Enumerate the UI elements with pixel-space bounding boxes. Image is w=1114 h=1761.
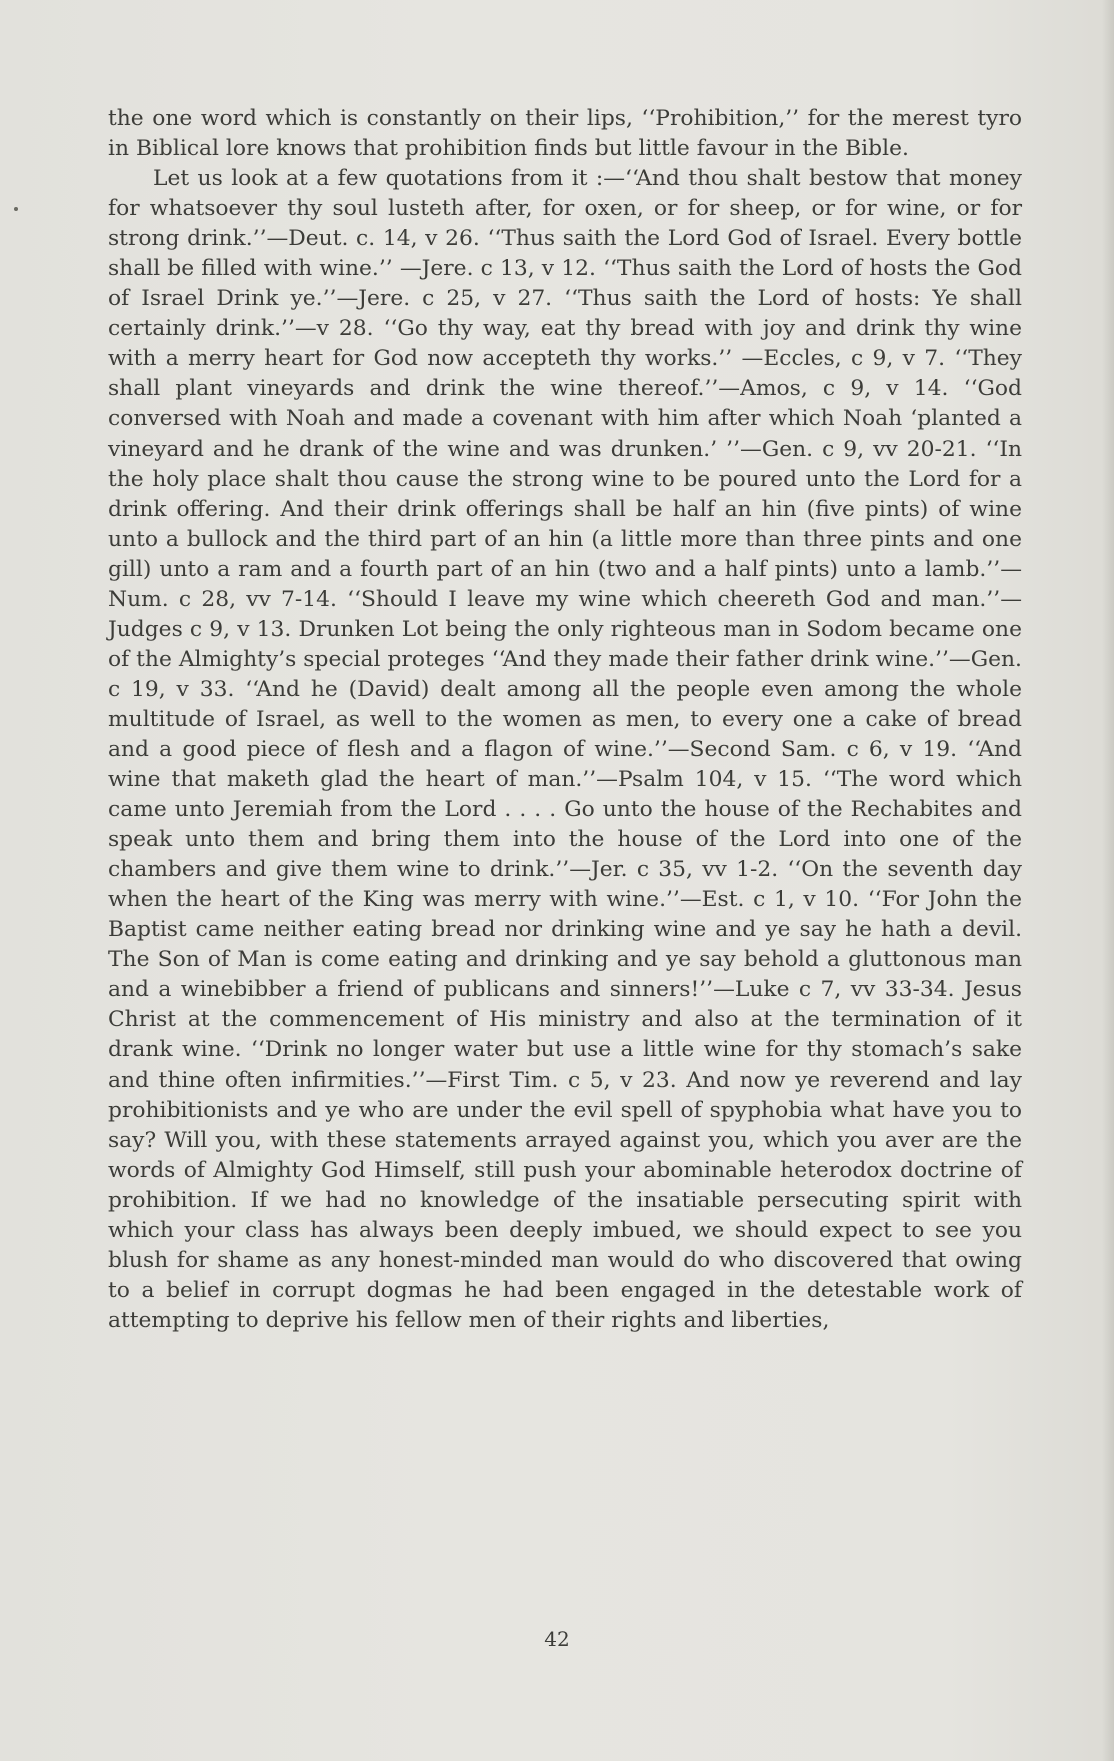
- page-edge-shadow: [1102, 0, 1114, 1761]
- paragraph-continuation: the one word which is constantly on their lips, ‘‘Prohibition,’’ for the merest tyro in Biblical lore knows that prohibition finds but little favour in the Bible.: [108, 106, 1022, 162]
- page-number: 42: [544, 1627, 570, 1651]
- margin-mark: [14, 207, 18, 211]
- paragraph-quotations: Let us look at a few quotations from it :—‘‘And thou shalt bestow that money for whatsoever thy soul lusteth after, for oxen, or for sheep, or for wine, or for strong drink.’’—Deut. c. 14, v 26. ‘‘Thus saith the Lord God of Israel. Every bottle shall be filled with wine.’’ —Jere. c 13, v 12. ‘‘Thus saith the Lord of hosts the God of Israel Drink ye.’’—Jere. c 25, v 27. ‘‘Thus saith the Lord of hosts: Ye shall certainly drink.’’—v 28. ‘‘Go thy way, eat thy bread with joy and drink thy wine with a merry heart for God now accepteth thy works.’’ —Eccles, c 9, v 7. ‘‘They shall plant vineyards and drink the wine thereof.’’—Amos, c 9, v 14. ‘‘God conversed with Noah and made a covenant with him after which Noah ‘planted a vineyard and he drank of the wine and was drunken.’ ’’—Gen. c 9, vv 20-21. ‘‘In the holy place shalt thou cause the strong wine to be poured unto the Lord for a drink offering. And their drink offerings shall be half an hin (five pints) of wine unto a bullock and the third part of an hin (a little more than three pints and one gill) unto a ram and a fourth part of an hin (two and a half pints) unto a lamb.’’—Num. c 28, vv 7-14. ‘‘Should I leave my wine which cheereth God and man.’’—Judges c 9, v 13. Drunken Lot being the only righteous man in Sodom became one of the Almighty’s special proteges ‘‘And they made their father drink wine.’’—Gen. c 19, v 33. ‘‘And he (David) dealt among all the people even among the whole multitude of Israel, as well to the women as men, to every one a cake of bread and a good piece of flesh and a flagon of wine.’’—Second Sam. c 6, v 19. ‘‘And wine that maketh glad the heart of man.’’—Psalm 104, v 15. ‘‘The word which came unto Jeremiah from the Lord . . . . Go unto the house of the Rechabites and speak unto them and bring them into the house of the Lord into one of the chambers and give them wine to drink.’’—Jer. c 35, vv 1-2. ‘‘On the seventh day when the heart of the King was merry with wine.’’—Est. c 1, v 10. ‘‘For John the Baptist came neither eating bread nor drinking wine and ye say he hath a devil. The Son of Man is come eating and drinking and ye say behold a gluttonous man and a winebibber a friend of publicans and sinners!’’—Luke c 7, vv 33-34. Jesus Christ at the commencement of His ministry and also at the termination of it drank wine. ‘‘Drink no longer water but use a little wine for thy stomach’s sake and thine often infirmities.’’—First Tim. c 5, v 23. And now ye reverend and lay prohibitionists and ye who are under the evil spell of spyphobia what have you to say? Will you, with these statements arrayed against you, which you aver are the words of Almighty God Himself, still push your abominable heterodox doctrine of prohibition. If we had no knowledge of the insatiable persecuting spirit with which your class has always been deeply imbued, we should expect to see you blush for shame as any honest-minded man would do who discovered that owing to a belief in corrupt dogmas he had been engaged in the detestable work of attempting to deprive his fellow men of their rights and liberties,: [108, 166, 1022, 1333]
- body-text: [108, 104, 1022, 1336]
